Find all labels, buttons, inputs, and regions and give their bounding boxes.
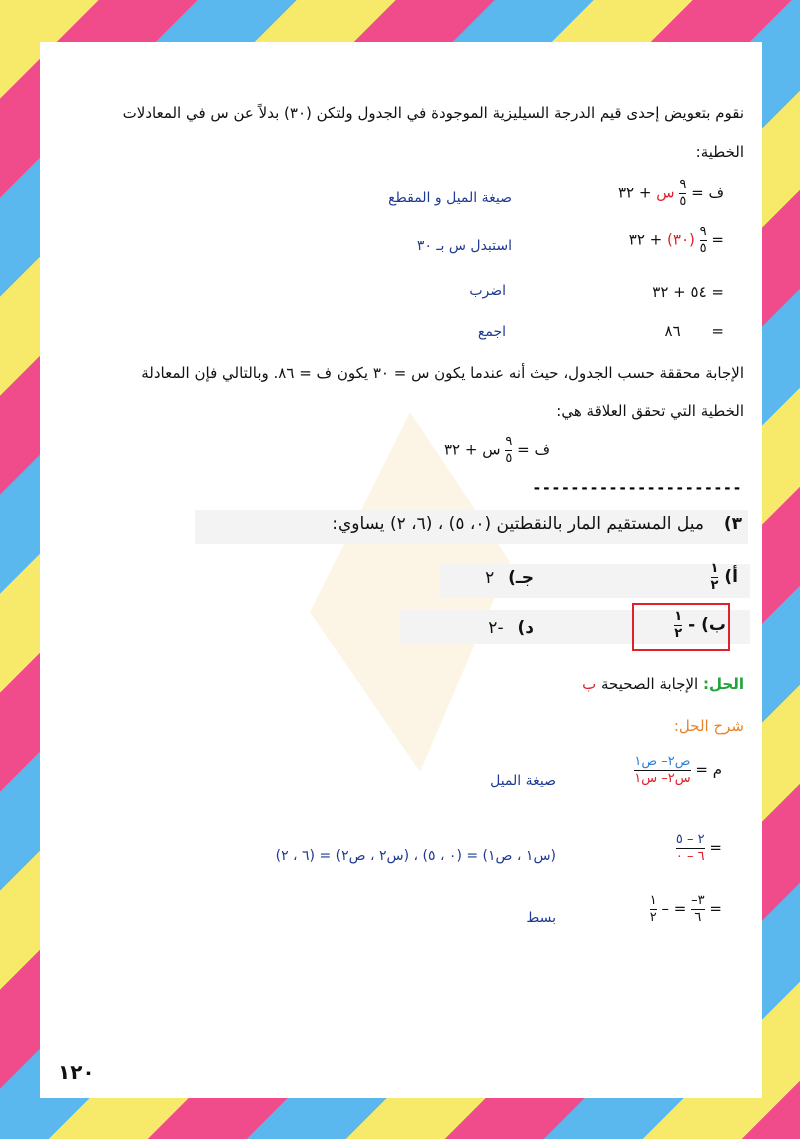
equation-row-2: = $\frac{٩}{٥}$ (٣٠) + ٣٢ [628,224,724,256]
explanation-title: شرح الحل: [673,717,744,735]
note-add: اجمع [477,324,506,340]
slope-label: صيغة الميل [490,773,556,789]
slope-substitution: = $\frac{٢ - ٥}{٦ - ٠}$ [675,832,722,864]
conclusion-line-2: الخطية التي تحقق العلاقة هي: [556,402,744,420]
question-number: ٣) [723,514,742,534]
solution-line: الحل: الإجابة الصحيحة ب [582,675,744,693]
note-simplify: بسط [526,910,556,926]
document-page [40,42,762,1098]
slope-simplified: = $\frac{٣-}{٦}$ = – $\frac{١}{٢}$ [649,893,722,925]
points-assignment: (س١ ، ص١) = (٠ ، ٥) ، (س٢ ، ص٢) = (٦ ، ٢) [275,848,556,864]
option-c[interactable]: جـ) ٢ [485,568,534,588]
equation-row-1: ف = $\frac{٩}{٥}$ س + ٣٢ [617,177,724,209]
final-equation: ف = $\frac{٩}{٥}$ س + ٣٢ [443,434,550,466]
page-number: ١٢٠ [58,1060,95,1084]
note-multiply: اضرب [469,283,506,299]
intro-line-2: الخطية: [695,143,744,161]
option-b[interactable]: ب) - $\frac{١}{٢}$ [674,609,726,641]
equation-row-3: = ٥٤ + ٣٢ [652,283,724,301]
conclusion-line-1: الإجابة محققة حسب الجدول، حيث أنه عندما يكون س = ٣٠ يكون ف = ٨٦. وبالتالي فإن المعادلة [141,364,744,382]
fraction-9-5-final: $\frac{٩}{٥}$ [505,434,513,466]
note-replace: استبدل س بـ ٣٠ [416,238,512,254]
intro-line-1: نقوم بتعويض إحدى قيم الدرجة السيليزية الموجودة في الجدول ولتكن (٣٠) بدلاً عن س في المعادلات [122,104,744,122]
option-d[interactable]: د) -٢ [488,618,534,638]
dashed-separator: ---------------------- [532,479,742,497]
option-a[interactable]: أ) $\frac{١}{٢}$ [710,561,738,593]
fraction-9-5: $\frac{٩}{٥}$ [679,177,687,209]
equation-row-4: = ٨٦ [664,322,724,340]
slope-formula: م = $\frac{\text{ص٢– ص١}}{\text{س٢– س١}}$ [634,754,722,786]
question-text: ميل المستقيم المار بالنقطتين (٠، ٥) ، (٦، ٢) يساوي: [332,514,704,534]
fraction-9-5-b: $\frac{٩}{٥}$ [699,224,707,256]
note-slope-intercept: صيغة الميل و المقطع [388,190,512,206]
